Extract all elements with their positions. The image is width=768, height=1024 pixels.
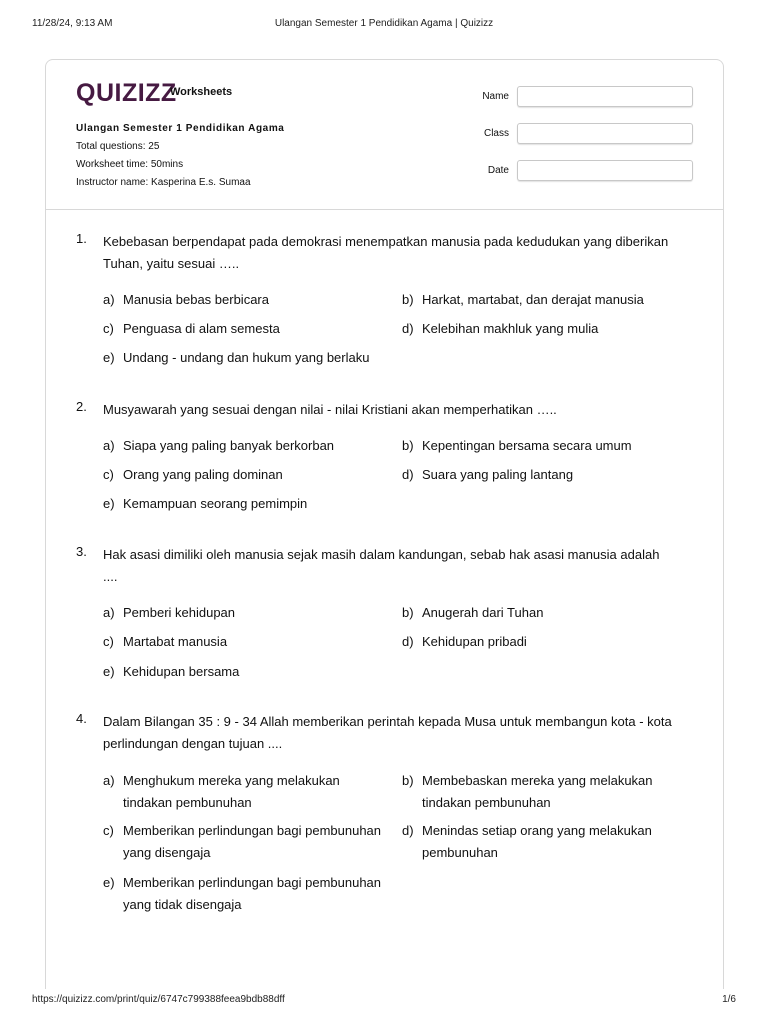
question-stem xyxy=(103,544,696,588)
stem-line: Dalam Bilangan 35 : 9 - 34 Allah memberikan perintah kepada Musa untuk membangun kota - kota xyxy=(103,714,672,729)
stem-line: .... xyxy=(103,569,118,584)
date-label: Date xyxy=(487,165,509,176)
option-text: Siapa yang paling banyak berkorban xyxy=(123,438,335,453)
option-line: yang tidak disengaja xyxy=(123,897,242,912)
option-line: tindakan pembunuhan xyxy=(123,795,252,810)
option-text: Orang yang paling dominan xyxy=(123,467,283,482)
quizizz-logo xyxy=(76,80,177,106)
option-letter: c) xyxy=(103,467,114,482)
option-text: Martabat manusia xyxy=(123,634,228,649)
worksheet-header xyxy=(46,60,723,210)
total-questions: Total questions: 25 xyxy=(76,141,160,152)
option-letter: b) xyxy=(402,292,414,307)
option-text: Kemampuan seorang pemimpin xyxy=(123,496,308,511)
option-text: Pemberi kehidupan xyxy=(123,605,236,620)
print-datetime: 11/28/24, 9:13 AM xyxy=(32,18,113,29)
option-text xyxy=(422,770,653,814)
option-letter: b) xyxy=(402,438,414,453)
name-label: Name xyxy=(482,91,509,102)
option-text: Kelebihan makhluk yang mulia xyxy=(422,321,599,336)
option-letter: e) xyxy=(103,664,115,679)
option-line: Memberikan perlindungan bagi pembunuhan xyxy=(123,875,382,890)
instructor-name: Instructor name: Kasperina E.s. Sumaa xyxy=(76,177,251,188)
option-line: pembunuhan xyxy=(422,845,498,860)
option-letter: c) xyxy=(103,321,114,336)
option-letter: a) xyxy=(103,438,115,453)
logo-wordmark: QUIZIZZ xyxy=(76,79,177,107)
option-letter: d) xyxy=(402,467,414,482)
print-url: https://quizizz.com/print/quiz/6747c799388feea9bdb88dff xyxy=(32,994,285,1005)
stem-line: perlindungan dengan tujuan .... xyxy=(103,736,283,751)
option-letter: d) xyxy=(402,321,414,336)
worksheet-title: Ulangan Semester 1 Pendidikan Agama xyxy=(76,123,285,134)
name-field[interactable] xyxy=(517,86,693,107)
option-text xyxy=(123,820,381,864)
print-header xyxy=(32,18,736,32)
option-letter: d) xyxy=(402,823,414,838)
option-text xyxy=(123,872,381,916)
worksheet-sheet xyxy=(45,59,724,989)
option-letter: e) xyxy=(103,350,115,365)
option-text: Manusia bebas berbicara xyxy=(123,292,269,307)
question-stem xyxy=(103,399,696,421)
option-line: Membebaskan mereka yang melakukan xyxy=(422,773,653,788)
print-footer xyxy=(32,994,736,1008)
question-stem xyxy=(103,711,696,755)
option-letter: b) xyxy=(402,773,414,788)
date-field[interactable] xyxy=(517,160,693,181)
question-number: 1. xyxy=(76,231,87,246)
option-text: Penguasa di alam semesta xyxy=(123,321,280,336)
option-line: Memberikan perlindungan bagi pembunuhan xyxy=(123,823,382,838)
option-letter: e) xyxy=(103,875,115,890)
option-text: Anugerah dari Tuhan xyxy=(422,605,544,620)
option-line: tindakan pembunuhan xyxy=(422,795,551,810)
option-letter: a) xyxy=(103,292,115,307)
stem-line: Tuhan, yaitu sesuai ….. xyxy=(103,256,240,271)
page-number: 1/6 xyxy=(722,994,736,1005)
option-letter: a) xyxy=(103,773,115,788)
worksheet-time: Worksheet time: 50mins xyxy=(76,159,184,170)
option-letter: d) xyxy=(402,634,414,649)
question-number: 2. xyxy=(76,399,87,414)
stem-line: Hak asasi dimiliki oleh manusia sejak masih dalam kandungan, sebab hak asasi manusia adalah xyxy=(103,547,660,562)
option-text xyxy=(123,770,340,814)
option-text: Harkat, martabat, dan derajat manusia xyxy=(422,292,644,307)
option-letter: c) xyxy=(103,823,114,838)
option-line: Menghukum mereka yang melakukan xyxy=(123,773,340,788)
class-label: Class xyxy=(483,128,509,139)
question-stem xyxy=(103,231,696,275)
question-number: 4. xyxy=(76,711,87,726)
option-text xyxy=(422,820,652,864)
option-letter: b) xyxy=(402,605,414,620)
option-line: yang disengaja xyxy=(123,845,211,860)
print-page-title: Ulangan Semester 1 Pendidikan Agama | Quizizz xyxy=(274,18,494,29)
stem-line: Musyawarah yang sesuai dengan nilai - nilai Kristiani akan memperhatikan ….. xyxy=(103,402,557,417)
option-letter: a) xyxy=(103,605,115,620)
stem-line: Kebebasan berpendapat pada demokrasi menempatkan manusia pada kedudukan yang diberikan xyxy=(103,234,669,249)
question-number: 3. xyxy=(76,544,87,559)
option-text: Kehidupan bersama xyxy=(123,664,240,679)
class-field[interactable] xyxy=(517,123,693,144)
logo-subtitle: Worksheets xyxy=(170,86,233,98)
worksheet-meta xyxy=(76,120,284,192)
option-text: Undang - undang dan hukum yang berlaku xyxy=(123,350,370,365)
option-text: Suara yang paling lantang xyxy=(422,467,574,482)
option-letter: e) xyxy=(103,496,115,511)
option-line: Menindas setiap orang yang melakukan xyxy=(422,823,652,838)
option-text: Kehidupan pribadi xyxy=(422,634,527,649)
option-text: Kepentingan bersama secara umum xyxy=(422,438,632,453)
option-letter: c) xyxy=(103,634,114,649)
